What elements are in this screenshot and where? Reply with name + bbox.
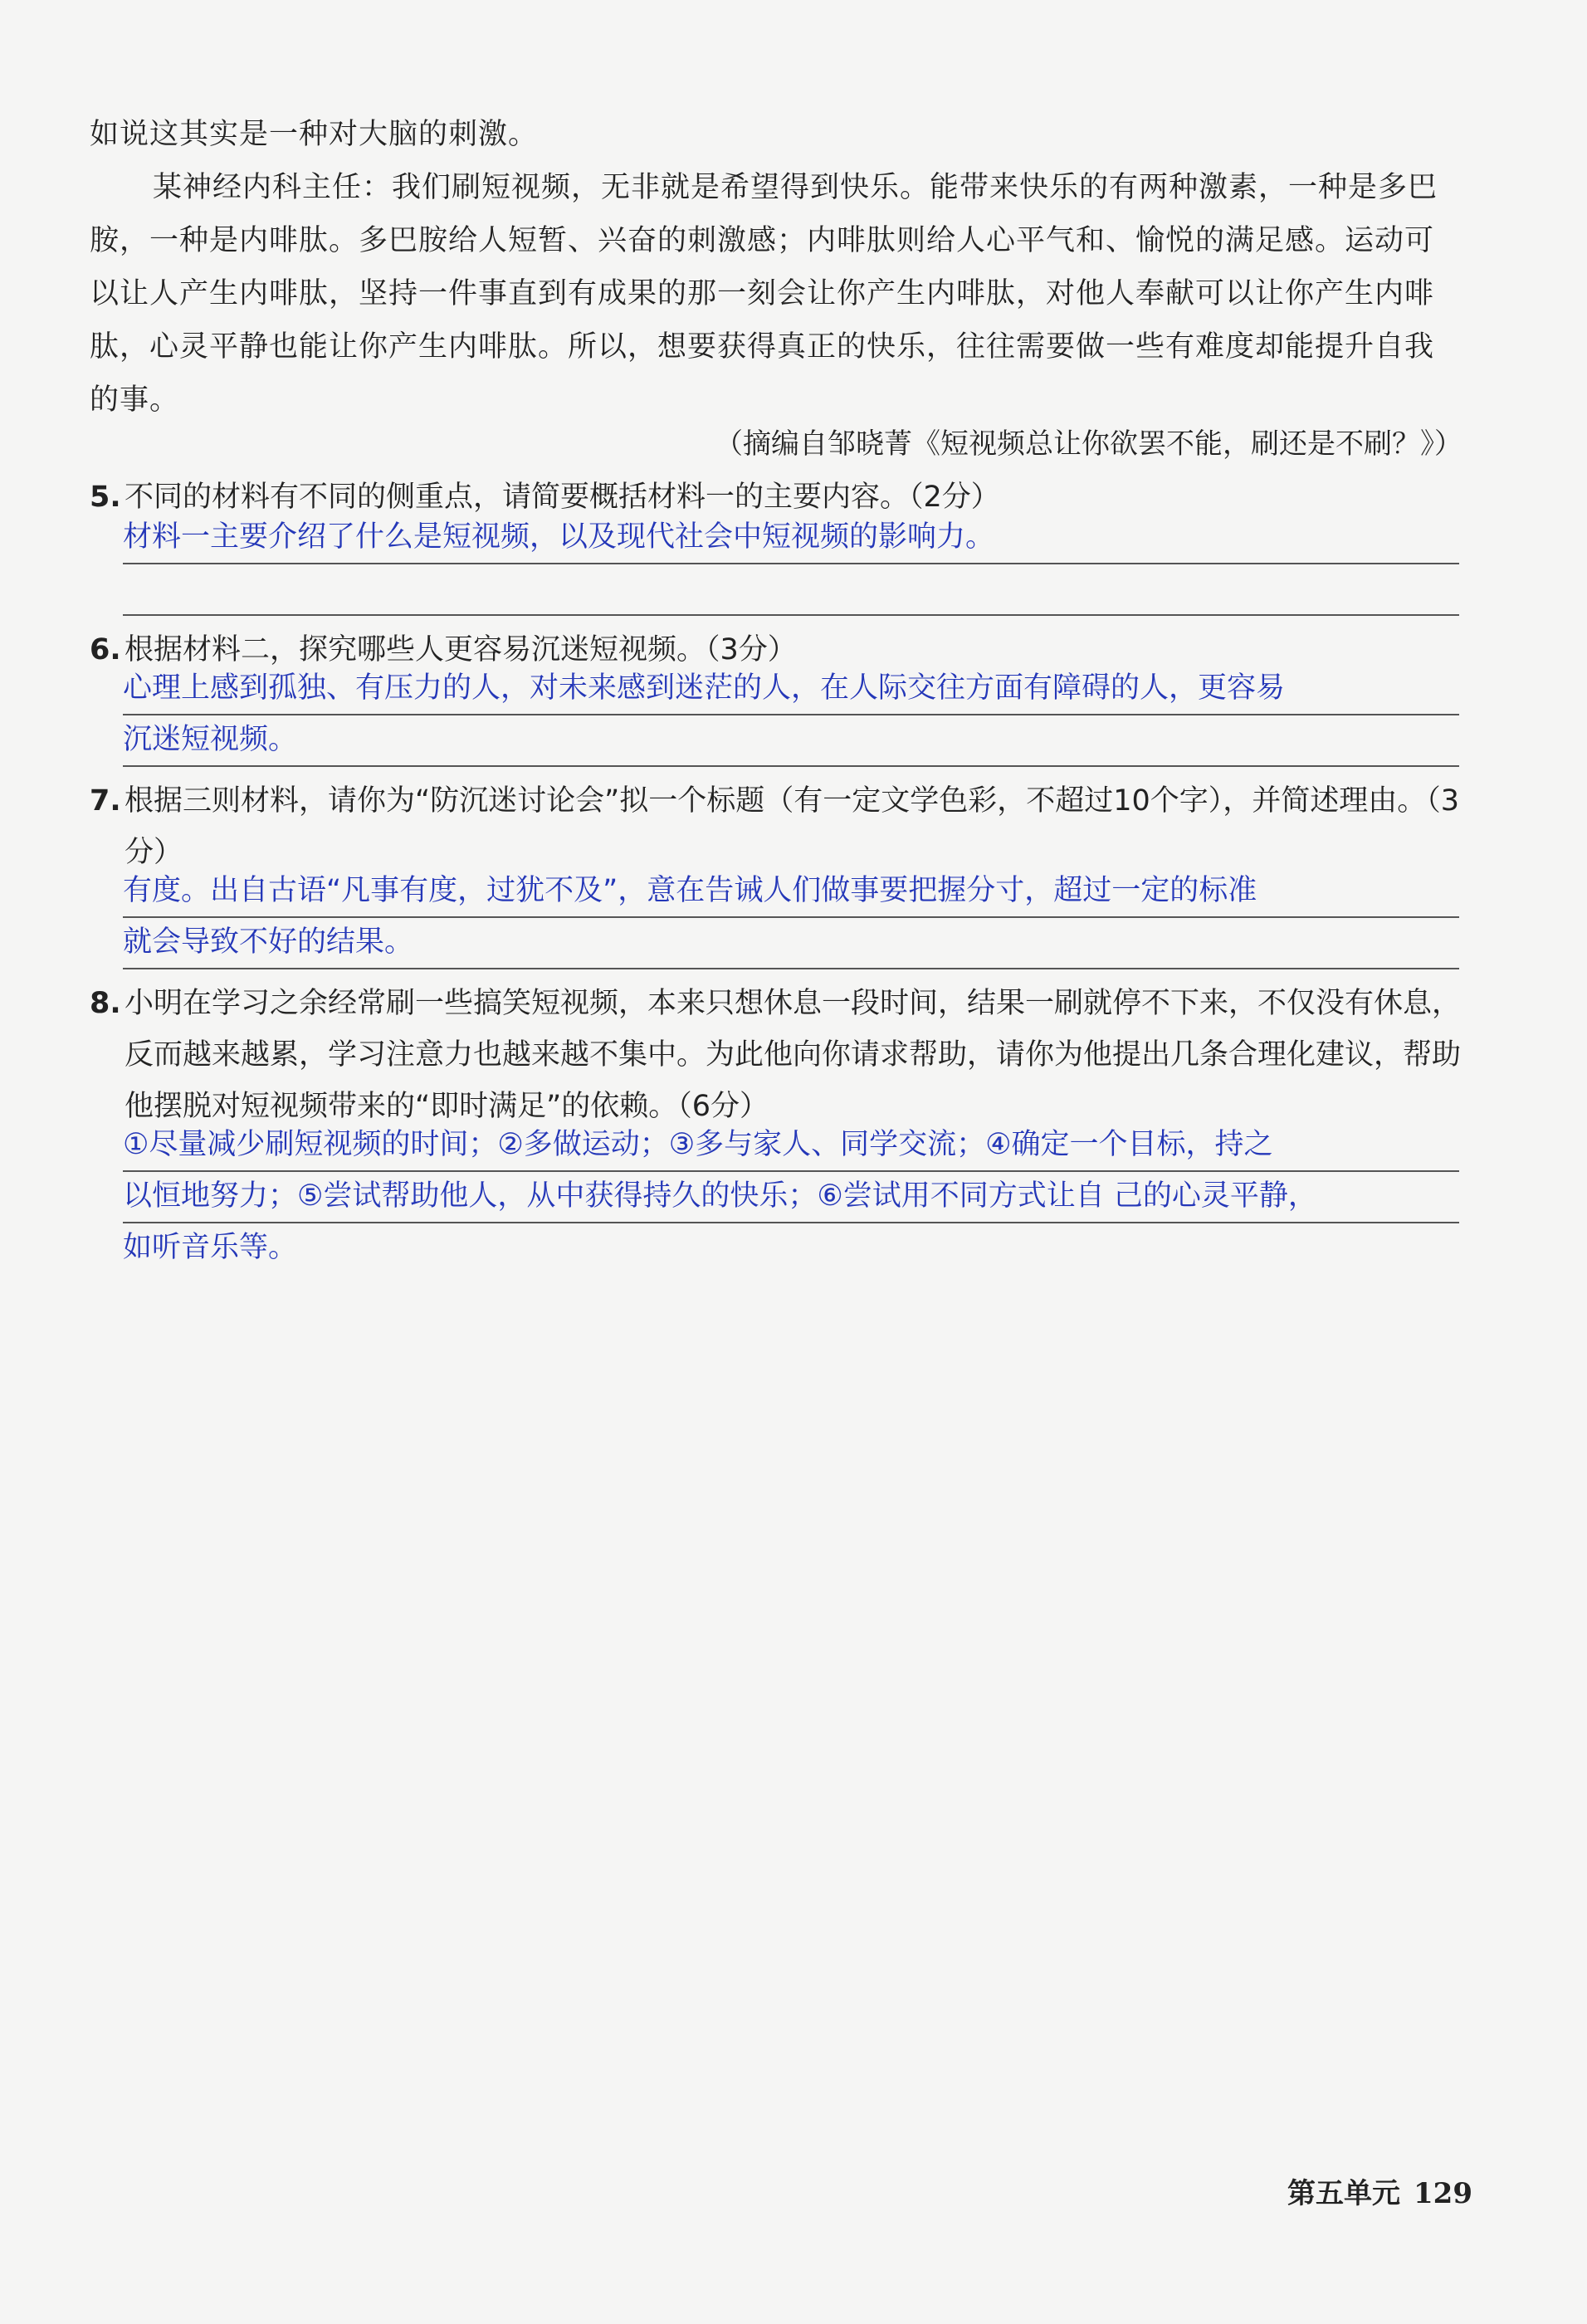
question-text: 不同的材料有不同的侧重点，请简要概括材料一的主要内容。（2分） xyxy=(125,481,1000,514)
answer-line: 就会导致不好的结果。 xyxy=(123,918,1459,969)
paragraph-2: 某神经内科主任：我们刷短视频，无非就是希望得到快乐。能带来快乐的有两种激素，一种是多巴胺，一种是内啡肽。多巴胺给人短暂、兴奋的刺激感；内啡肽则给人心平气和、愉悦的满足感。运动可以让人产生内啡肽，坚持一件事直到有成果的那一刻会让你产生内啡肽，对他人奉献可以让你产生内啡肽，心灵平静也能让你产生内啡肽。所以，想要获得真正的快乐，往往需要做一些有难度却能提升自我的事。 xyxy=(90,171,1438,417)
page-footer xyxy=(1287,2170,1472,2211)
answer-line: 如听音乐等。 xyxy=(123,1231,298,1264)
answer-5 xyxy=(123,513,1459,616)
source-citation: （摘编自邹晓菁《短视频总让你欲罢不能，刷还是不刷？》） xyxy=(715,427,1462,461)
answer-line: 有度。出自古语“凡事有度，过犹不及”，意在告诫人们做事要把握分寸，超过一定的标准 xyxy=(123,867,1459,918)
question-number: 5. xyxy=(90,481,121,514)
answer-line: 沉迷短视频。 xyxy=(123,715,1459,767)
answer-line-blank xyxy=(123,564,1459,616)
question-text: 根据三则材料，请你为“防沉迷讨论会”拟一个标题（有一定文学色彩，不超过10个字），并简述理由。（3分） xyxy=(125,784,1460,869)
question-7 xyxy=(90,775,1484,878)
unit-label: 第五单元 xyxy=(1287,2177,1401,2210)
question-number: 8. xyxy=(90,987,121,1020)
paragraph-1: 如说这其实是一种对大脑的刺激。 xyxy=(90,118,539,151)
question-text: 根据材料二，探究哪些人更容易沉迷短视频。（3分） xyxy=(125,633,797,666)
answer-line: 材料一主要介绍了什么是短视频，以及现代社会中短视频的影响力。 xyxy=(123,513,1459,564)
question-number: 6. xyxy=(90,633,121,666)
answer-8 xyxy=(123,1120,1459,1273)
question-number: 7. xyxy=(90,784,121,818)
answer-7 xyxy=(123,867,1459,969)
question-8 xyxy=(90,978,1484,1132)
question-text: 小明在学习之余经常刷一些搞笑短视频，本来只想休息一段时间，结果一刷就停不下来，不仅没有休息，反而越来越累，学习注意力也越来越不集中。为此他向你请求帮助，请你为他提出几条合理化建议，帮助他摆脱对短视频带来的“即时满足”的依赖。（6分） xyxy=(125,987,1462,1123)
answer-6 xyxy=(123,664,1459,767)
page-number: 129 xyxy=(1414,2177,1472,2210)
answer-line: 以恒地努力；⑤尝试帮助他人，从中获得持久的快乐；⑥尝试用不同方式让自 己的心灵平静， xyxy=(123,1172,1459,1223)
answer-line: ①尽量减少刷短视频的时间；②多做运动；③多与家人、同学交流；④确定一个目标，持之 xyxy=(123,1120,1459,1172)
answer-line: 心理上感到孤独、有压力的人，对未来感到迷茫的人，在人际交往方面有障碍的人，更容易 xyxy=(123,664,1459,715)
